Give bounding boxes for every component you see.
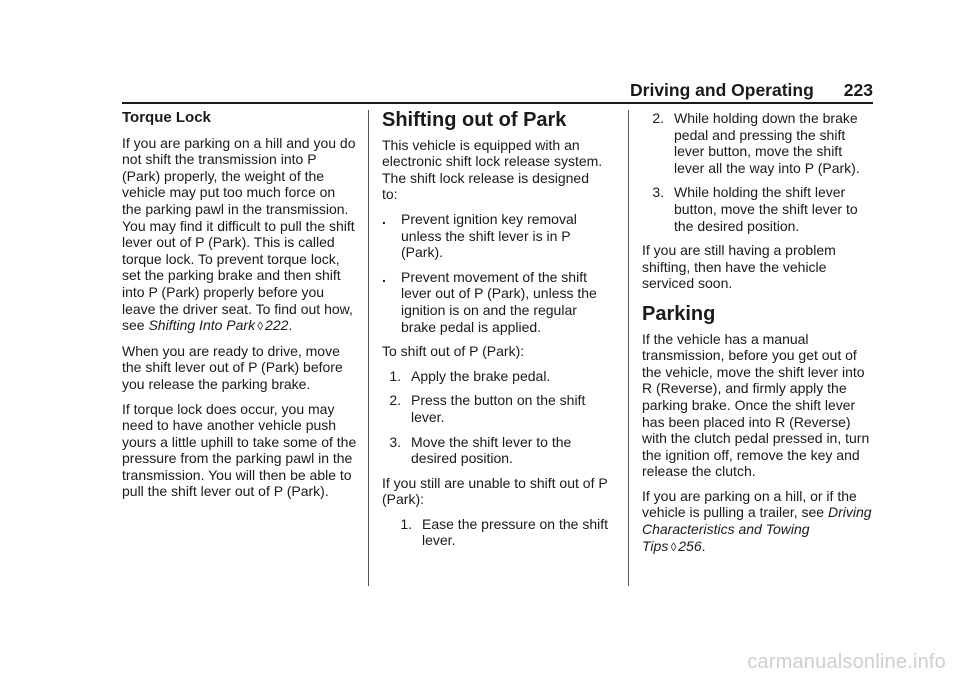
column-left xyxy=(122,110,357,508)
parking-heading: Parking xyxy=(642,302,716,325)
step-number: 3. xyxy=(389,433,401,450)
page-ref-arrow-icon: ◊ xyxy=(670,539,677,554)
manual-transmission-paragraph: If the vehicle has a manual transmission, before you get out of the vehicle, move the shift lever into R (Reverse), and firmly apply the parking brake. Once the shift lever has been placed into R (Reverse) with the clutch pedal pressed in, turn the ignition off, remove the key and release the clutch. xyxy=(642,330,870,480)
column-right xyxy=(642,110,874,563)
step-text: Apply the brake pedal. xyxy=(411,367,551,384)
hill-paragraph xyxy=(642,488,874,555)
step-text: Press the button on the shift lever. xyxy=(411,392,586,425)
step-item xyxy=(382,516,608,549)
bullet-item xyxy=(382,269,608,335)
ready-to-drive-paragraph: When you are ready to drive, move the shift lever out of P (Park) before you release the parking brake. xyxy=(122,342,343,392)
paragraph-end: . xyxy=(288,317,293,334)
link-page: 222 xyxy=(265,317,289,334)
column-divider xyxy=(628,110,629,586)
step-number: 1. xyxy=(389,367,401,384)
step-item xyxy=(382,368,608,385)
column-divider xyxy=(368,110,369,586)
step-number: 3. xyxy=(652,184,664,201)
still-problem-paragraph: If you are still having a problem shifting, then have the vehicle serviced soon. xyxy=(642,242,836,292)
paragraph-text: If you are parking on a hill, or if the vehicle is pulling a trailer, see xyxy=(642,487,857,521)
paragraph-end: . xyxy=(701,537,706,554)
shifting-out-of-park-heading: Shifting out of Park xyxy=(382,109,567,131)
step-text: While holding the shift lever button, move the shift lever to the desired position. xyxy=(674,184,858,234)
intro-paragraph: This vehicle is equipped with an electronic shift lock release system. The shift lock release is designed to: xyxy=(382,136,603,203)
paragraph-text: If you are parking on a hill and you do not shift the transmission into P (Park) properly, the weight of the vehicle may put too much force on the parking pawl in the transmission. You may find it difficult to pull the shift lever out of P (Park). This is called torque lock. To prevent torque lock, set the parking brake and then shift into P (Park) properly before you leave the driver seat. To find out how, see xyxy=(122,134,356,334)
to-shift-paragraph: To shift out of P (Park): xyxy=(382,343,525,360)
torque-lock-heading: Torque Lock xyxy=(122,109,211,126)
bullet-mark: . xyxy=(382,268,386,285)
page-header xyxy=(630,80,873,101)
header-rule xyxy=(122,102,873,104)
section-title: Driving and Operating xyxy=(630,80,814,100)
step-number: 2. xyxy=(389,392,401,409)
link-text: Driving Characteristics and Towing Tips xyxy=(642,504,872,554)
step-number: 2. xyxy=(652,110,664,126)
bullet-item xyxy=(382,211,608,261)
step-item xyxy=(642,110,874,176)
step-item xyxy=(382,392,608,425)
torque-lock-occurs-paragraph: If torque lock does occur, you may need to have another vehicle push yours a little uphill to take some of the pressure from the parking pawl in the transmission. You will then be able to pull the shift lever out of P (Park). xyxy=(122,400,357,500)
step-number: 1. xyxy=(400,515,412,532)
step-text: Move the shift lever to the desired position. xyxy=(411,433,572,467)
column-middle xyxy=(382,110,608,557)
bullet-text: Prevent ignition key removal unless the shift lever is in P (Park). xyxy=(401,210,577,261)
torque-lock-paragraph xyxy=(122,135,357,335)
page-ref-arrow-icon: ◊ xyxy=(257,319,264,334)
step-item xyxy=(642,184,874,234)
link-text: Shifting Into Park xyxy=(148,317,256,334)
step-text: While holding down the brake pedal and pressing the shift lever button, move the shift lever all the way into P (Park). xyxy=(674,110,860,176)
step-text: Ease the pressure on the shift lever. xyxy=(422,515,608,549)
watermark: carmanualsonline.info xyxy=(747,651,946,673)
bullet-mark: . xyxy=(382,210,386,227)
link-page: 256 xyxy=(678,537,702,554)
unable-to-shift-paragraph: If you still are unable to shift out of P (Park): xyxy=(382,474,608,508)
shifting-into-park-link[interactable] xyxy=(148,317,288,333)
step-item xyxy=(382,434,608,467)
page-number: 223 xyxy=(843,80,873,100)
bullet-text: Prevent movement of the shift lever out of P (Park), unless the ignition is on and the regular brake pedal is applied. xyxy=(401,268,597,335)
